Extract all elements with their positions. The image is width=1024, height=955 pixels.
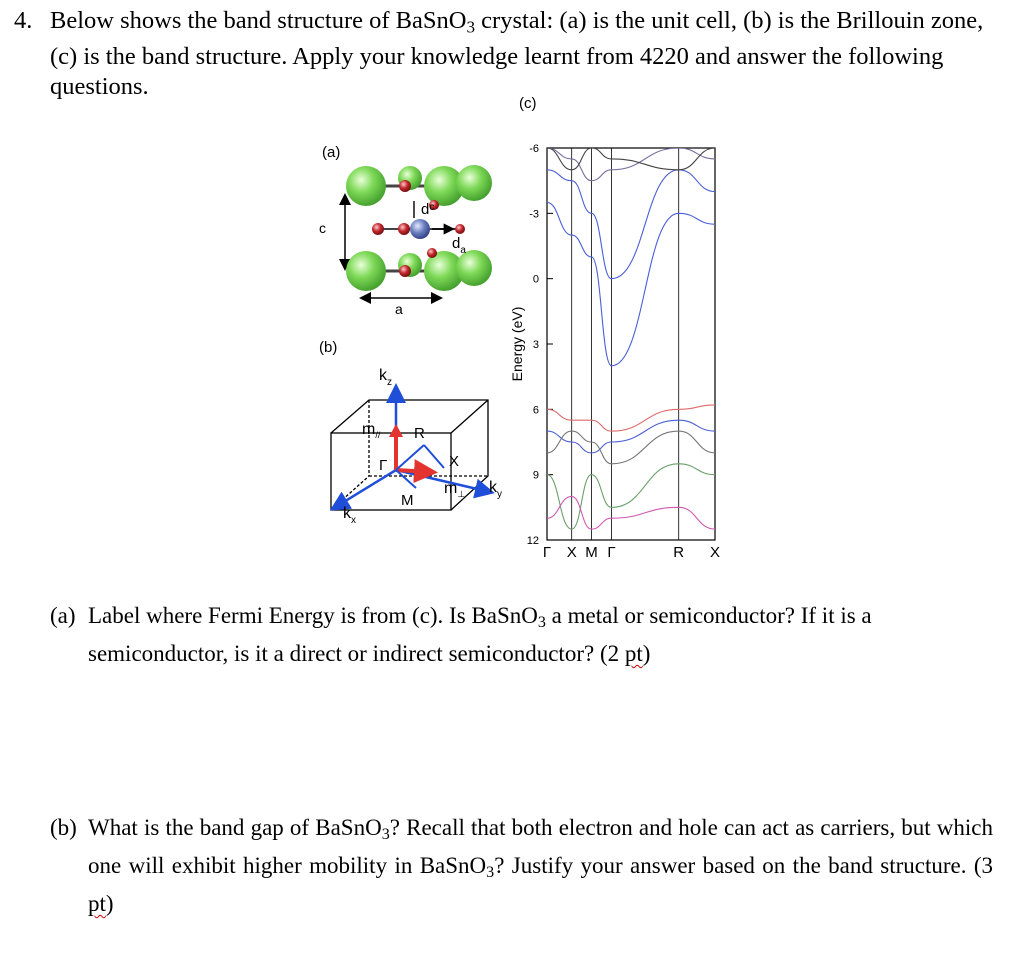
part-b-label: (b)	[50, 815, 77, 840]
y-tick-label: 12	[526, 535, 539, 547]
band-structure-chart	[509, 143, 720, 561]
x-tick-label: Γ	[607, 544, 616, 561]
part-a-text	[88, 600, 993, 669]
band-line	[547, 202, 715, 365]
y-tick-label: 6	[532, 404, 539, 417]
unit-cell-diagram	[319, 165, 492, 317]
ky-arrow	[396, 470, 490, 492]
intro-text-1: Below shows the band structure of BaSnO	[50, 7, 467, 34]
panel-b-label: (b)	[319, 339, 338, 356]
part-a-text-3: )	[642, 641, 651, 667]
part-a-text-2: a metal or semiconductor? If it is a semiconductor, is it a direct or indirect semiconductor? (2	[88, 603, 872, 667]
kx-arrow	[334, 470, 396, 508]
c-axis-label: c	[319, 220, 326, 236]
m-perp-label: $m_\perp$	[444, 480, 466, 499]
o-atom	[399, 265, 411, 277]
y-tick-label: 3	[532, 339, 539, 351]
band-line	[547, 405, 715, 431]
kz-label: $k_z$	[379, 367, 392, 388]
part-b-sub-1: 3	[381, 826, 390, 844]
o-atom	[399, 180, 411, 192]
kx-label: $k_x$	[343, 505, 356, 526]
part-a-label: (a)	[50, 603, 76, 628]
y-axis-label: Energy (eV)	[509, 306, 525, 382]
o-atom	[455, 224, 465, 234]
part-b-sub-2: 3	[486, 864, 495, 882]
band-line	[547, 170, 715, 279]
part-a-pt: pt	[624, 641, 643, 667]
band-line	[547, 431, 715, 464]
y-tick-label: -3	[529, 208, 539, 221]
bz-m-label: M	[401, 492, 414, 509]
part-a-sub: 3	[537, 614, 546, 632]
x-tick-label: M	[585, 544, 598, 561]
intro-text-2: crystal: (a) is the unit cell, (b) is the Brillouin zone, (c) is the band structure. Apply your knowledge learnt from 4220 and answer the following questions.	[50, 7, 984, 101]
panel-c-label: (c)	[519, 95, 537, 112]
part-b-text-2: ? Recall that both electron and hole can act as carriers, but which one will exhibit higher mobility in BaSnO	[88, 815, 993, 879]
bz-r-label: R	[414, 425, 425, 442]
o-atom	[398, 223, 410, 235]
o-atom	[427, 248, 437, 258]
dc-label: $d^c$	[421, 201, 435, 218]
question-number: 4.	[14, 7, 33, 34]
y-tick-label: 9	[532, 469, 539, 482]
ba-atom	[346, 251, 386, 291]
part-b-text-4: )	[105, 891, 114, 917]
x-tick-label: Γ	[542, 544, 552, 561]
ky-label: $k_y$	[489, 479, 502, 500]
m-par-label: $m_{//}$	[362, 421, 381, 440]
da-label: $d_a$	[452, 235, 466, 256]
band-line	[547, 148, 715, 181]
x-tick-label: X	[709, 544, 721, 561]
intro-subscript: 3	[466, 17, 476, 37]
y-tick-label: 0	[532, 273, 539, 286]
part-b-text-3: ? Justify your answer based on the band structure. (3	[494, 853, 993, 879]
x-tick-label: R	[673, 544, 685, 561]
part-b-pt: pt	[88, 891, 106, 917]
a-axis-label: a	[395, 301, 403, 317]
ba-atom	[346, 166, 386, 206]
part-a-text-1: Label where Fermi Energy is from (c). Is BaSnO	[88, 603, 538, 628]
bz-gamma-label: Γ	[379, 457, 388, 474]
x-tick-label: X	[566, 544, 577, 561]
m-perp-red-arrow	[396, 470, 430, 472]
brillouin-arrows	[334, 388, 490, 508]
part-b-text	[88, 812, 993, 919]
o-atom	[372, 223, 384, 235]
m-par-red-arrow	[389, 424, 403, 437]
part-b-text-1: What is the band gap of BaSnO	[88, 815, 382, 840]
sn-atom	[410, 219, 430, 239]
panel-a-label: (a)	[322, 144, 341, 161]
y-tick-label: -6	[529, 143, 539, 155]
bz-x-label: X	[449, 453, 460, 470]
band-line	[547, 420, 715, 453]
ba-atom	[456, 165, 492, 201]
